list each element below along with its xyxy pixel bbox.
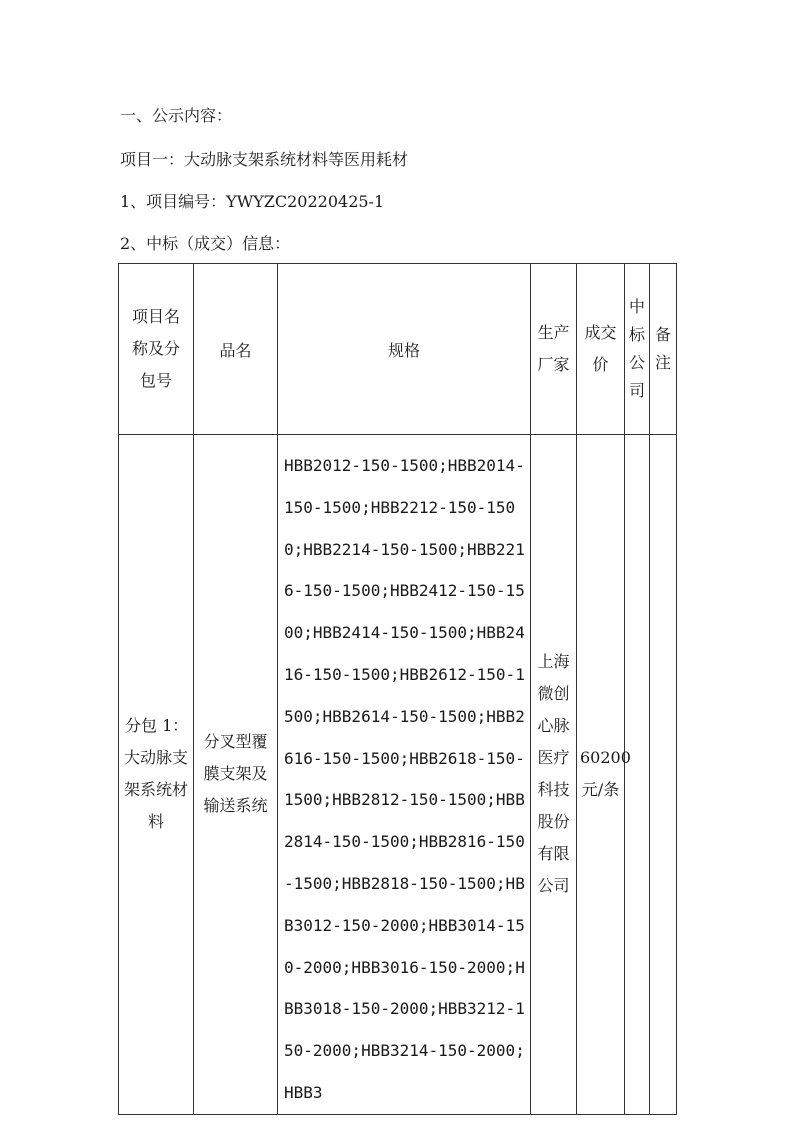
cell-manufacturer: 上海微创心脉医疗科技股份有限公司	[531, 435, 577, 1115]
cell-winner	[625, 435, 650, 1115]
cell-package	[119, 435, 194, 1115]
section-heading: 一、公示内容：	[120, 106, 233, 125]
cell-remark	[650, 435, 677, 1115]
award-table	[118, 263, 677, 1115]
header-manufacturer: 生产厂家	[531, 264, 577, 435]
project-title: 项目一：大动脉支架系统材料等医用耗材	[120, 150, 409, 169]
header-remark: 备注	[650, 264, 677, 435]
table-header-row	[119, 264, 677, 435]
table-row	[119, 435, 677, 1115]
cell-package-number: 分包 1：	[125, 716, 189, 736]
project-number: 1、项目编号：YWYZC20220425-1	[120, 192, 385, 211]
award-info-heading: 2、中标（成交）信息：	[120, 234, 291, 253]
cell-spec: HBB2012-150-1500;HBB2014-150-1500;HBB2212-150-1500;HBB2214-150-1500;HBB2216-150-1500;HBB2412-150-1500;HBB2414-150-1500;HBB2416-150-1500;HBB2612-150-1500;HBB2614-150-1500;HBB2616-150-1500;HBB2618-150-1500;HBB2812-150-1500;HBB2814-150-1500;HBB2816-150-1500;HBB2818-150-1500;HBB3012-150-2000;HBB3014-150-2000;HBB3016-150-2000;HBB3018-150-2000;HBB3212-150-2000;HBB3214-150-2000;HBB3	[278, 435, 531, 1115]
cell-package-name: 大动脉支架系统材料	[123, 748, 188, 832]
cell-product: 分叉型覆膜支架及输送系统	[194, 435, 278, 1115]
header-winner: 中标公司	[625, 264, 650, 435]
header-product: 品名	[194, 264, 278, 435]
header-package: 项目名称及分包号	[119, 264, 194, 435]
cell-price: 60200元/条	[577, 435, 625, 1115]
header-price: 成交价	[577, 264, 625, 435]
header-spec: 规格	[278, 264, 531, 435]
